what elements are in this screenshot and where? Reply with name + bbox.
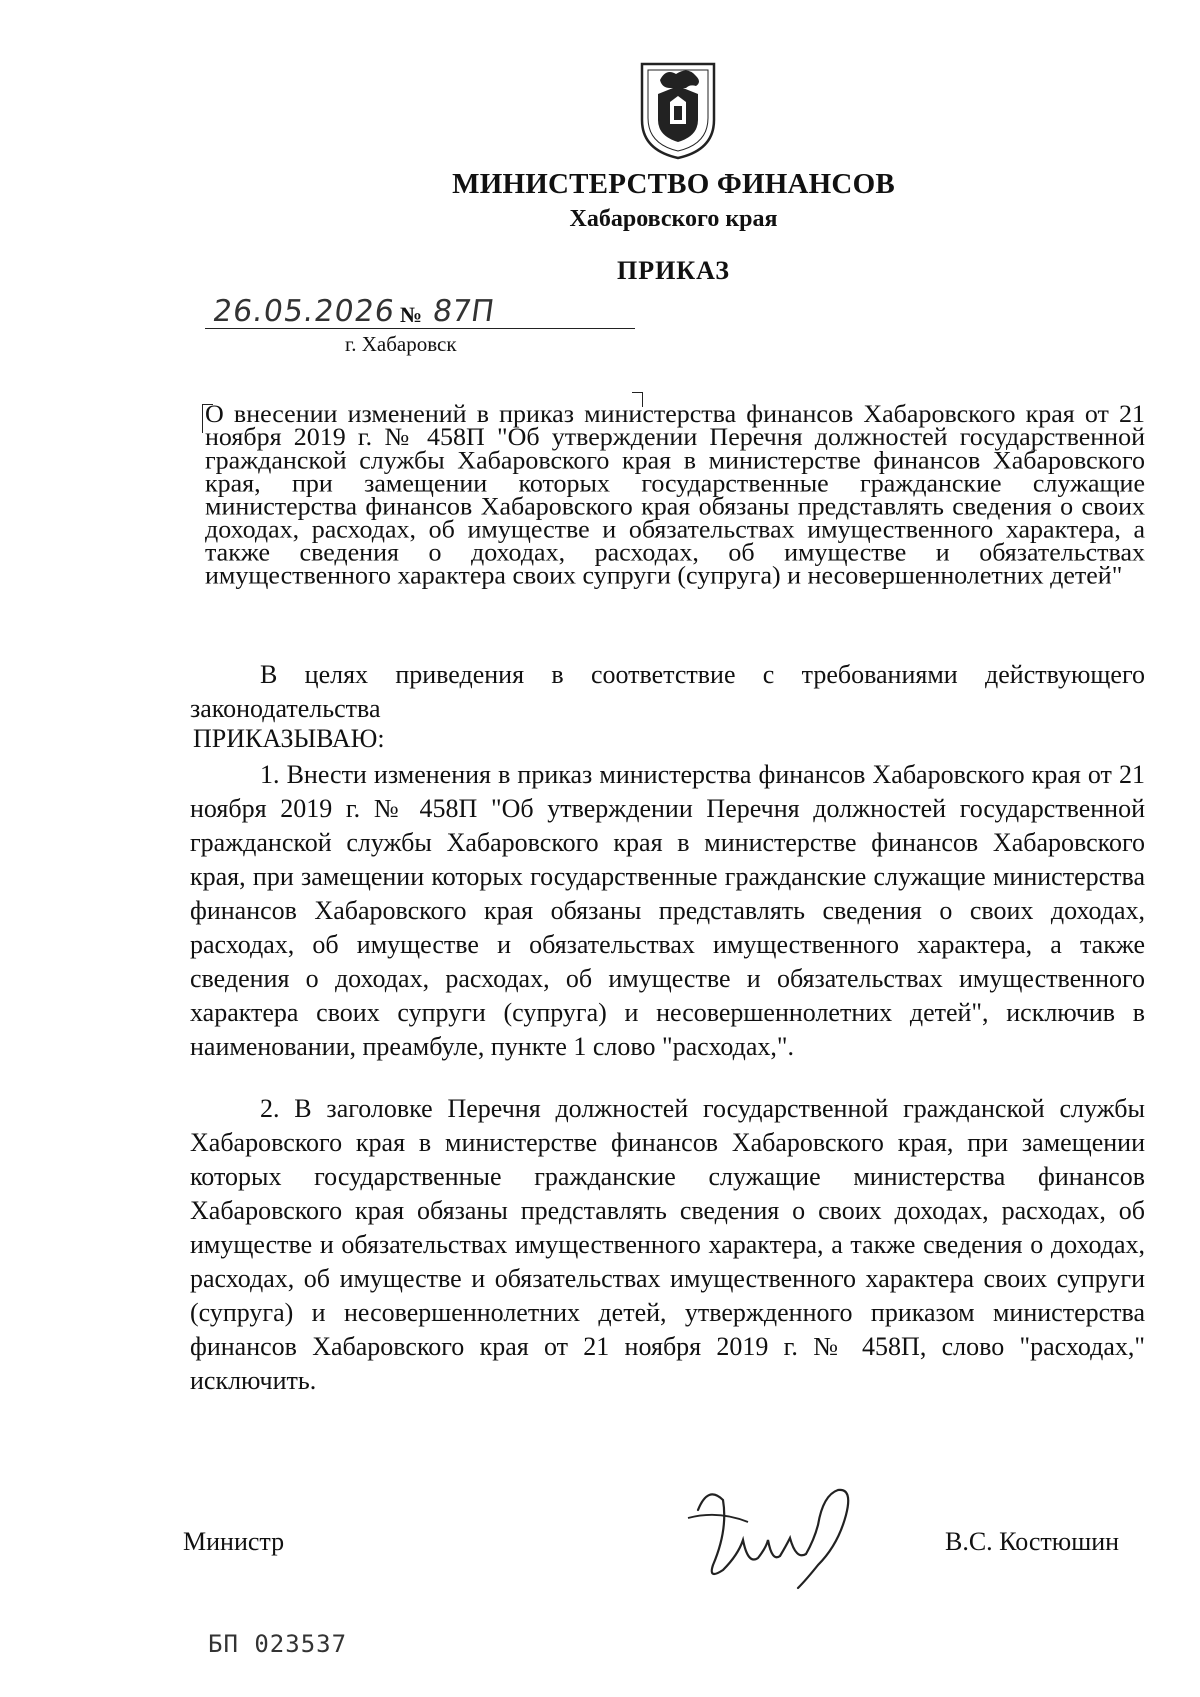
ministry-name: МИНИСТЕРСТВО ФИНАНСОВ [452, 168, 895, 200]
signer-position: Министр [183, 1527, 285, 1556]
order-directive: ПРИКАЗЫВАЮ: [193, 724, 385, 753]
order-date: 26.05.2026 [210, 294, 398, 329]
form-serial-number: БП 023537 [208, 1630, 348, 1658]
signature-icon [668, 1470, 888, 1600]
order-item-2: 2. В заголовке Перечня должностей государственной гражданской службы Хабаровского края в министерстве финансов Хабаровского края, при замещении которых государственные гражданские служащие министерства финансов Хабаровского края обязаны представлять сведения о своих доходах, расходах, об имуществе и обязательствах имущественного характера, а также сведения о доходах, расходах, об имуществе и обязательствах имущественного характера своих супруги (супруга) и несовершеннолетних детей, утвержденного приказом министерства финансов Хабаровского края от 21 ноября 2019 г. № 458П, слово "расходах," исключить. [190, 1094, 1145, 1395]
order-date-number-line [205, 294, 635, 329]
order-item-1: 1. Внести изменения в приказ министерства финансов Хабаровского края от 21 ноября 2019 г. № 458П "Об утверждении Перечня должностей государственной гражданской службы Хабаровского края в министерстве финансов Хабаровского края, при замещении которых государственные гражданские служащие министерства финансов Хабаровского края обязаны представлять сведения о своих доходах, расходах, об имуществе и обязательствах имущественного характера, а также сведения о доходах, расходах, об имуществе и обязательствах имущественного характера своих супруги (супруга) и несовершеннолетних детей", исключив в наименовании, преамбуле, пункте 1 слово "расходах,". [190, 760, 1145, 1061]
region-name: Хабаровского края [569, 206, 778, 232]
signer-name: В.С. Костюшин [945, 1527, 1120, 1556]
document-type: ПРИКАЗ [616, 256, 731, 285]
number-sign: № [400, 302, 423, 327]
coat-of-arms-icon [636, 58, 720, 162]
order-subject: О внесении изменений в приказ министерства финансов Хабаровского края от 21 ноября 2019 г. № 458П "Об утверждении Перечня должностей государственной гражданской службы Хабаровского края в министерстве финансов Хабаровского края, при замещении которых государственные гражданские служащие министерства финансов Хабаровского края обязаны представлять сведения о своих доходах, расходах, об имуществе и обязательствах имущественного характера, а также сведения о доходах, расходах, об имуществе и обязательствах имущественного характера своих супруги (супруга) и несовершеннолетних детей" [205, 400, 1145, 590]
order-number: 87П [430, 294, 497, 329]
city: г. Хабаровск [345, 332, 457, 356]
preamble: В целях приведения в соответствие с требованиями действующего законодательства [190, 660, 1145, 723]
